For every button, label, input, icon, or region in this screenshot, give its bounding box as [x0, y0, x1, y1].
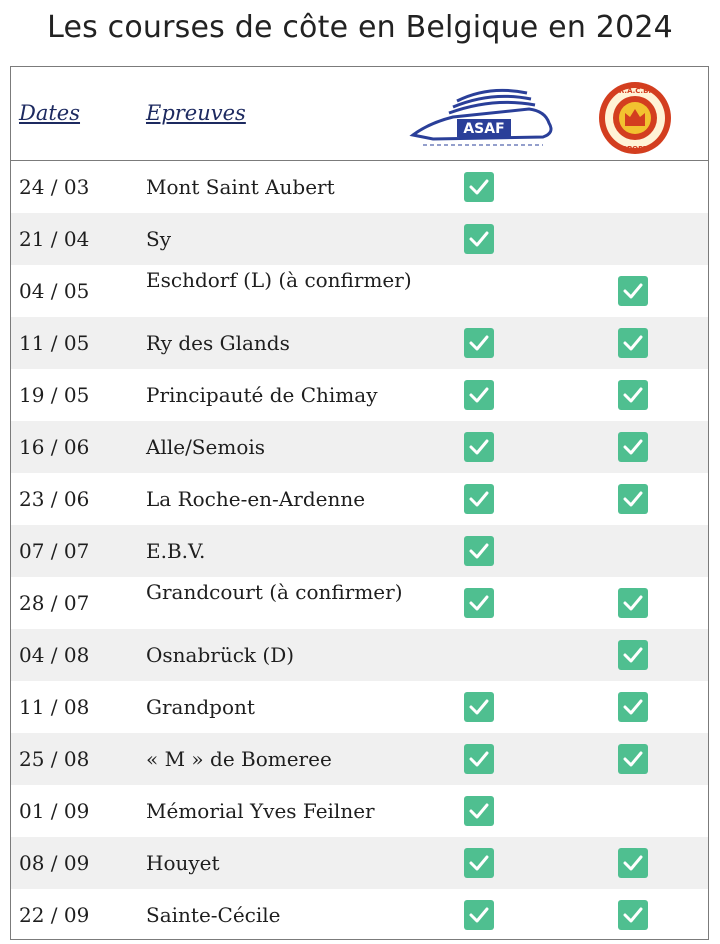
racb-sport-logo — [596, 79, 674, 157]
asaf-check-icon — [464, 744, 494, 774]
asaf-check-icon — [464, 848, 494, 878]
table-row — [11, 421, 708, 473]
asaf-check-icon — [464, 380, 494, 410]
row-event: Sainte-Cécile — [146, 903, 281, 927]
row-date: 21 / 04 — [19, 227, 90, 251]
row-event: Grandcourt (à confirmer) — [146, 580, 403, 604]
row-date: 24 / 03 — [19, 175, 90, 199]
table-row — [11, 317, 708, 369]
table-row — [11, 785, 708, 837]
racb-check-icon — [618, 848, 648, 878]
asaf-logo — [409, 79, 557, 151]
table-row — [11, 265, 708, 317]
row-date: 22 / 09 — [19, 903, 90, 927]
page-title: Les courses de côte en Belgique en 2024 — [47, 10, 673, 45]
racb-check-icon — [618, 640, 648, 670]
racb-check-icon — [618, 692, 648, 722]
table-row — [11, 369, 708, 421]
svg-text:SPORT: SPORT — [622, 145, 648, 153]
asaf-check-icon — [464, 328, 494, 358]
racb-check-icon — [618, 380, 648, 410]
table-row — [11, 473, 708, 525]
table-row — [11, 681, 708, 733]
racb-check-icon — [618, 484, 648, 514]
row-event: Sy — [146, 227, 171, 251]
asaf-check-icon — [464, 484, 494, 514]
row-event: Alle/Semois — [146, 435, 266, 459]
row-date: 08 / 09 — [19, 851, 90, 875]
racb-check-icon — [618, 588, 648, 618]
row-event: Mémorial Yves Feilner — [146, 799, 375, 823]
table-row — [11, 733, 708, 785]
table-row — [11, 213, 708, 265]
row-date: 04 / 05 — [19, 279, 90, 303]
row-date: 11 / 08 — [19, 695, 90, 719]
table-header — [11, 67, 708, 161]
row-date: 19 / 05 — [19, 383, 90, 407]
row-date: 16 / 06 — [19, 435, 90, 459]
header-dates: Dates — [19, 101, 81, 125]
svg-text:R.A.C.B.: R.A.C.B. — [618, 87, 652, 95]
row-date: 01 / 09 — [19, 799, 90, 823]
header-epreuves: Epreuves — [146, 101, 246, 125]
table-row — [11, 629, 708, 681]
row-event: E.B.V. — [146, 539, 206, 563]
row-event: Principauté de Chimay — [146, 383, 378, 407]
asaf-logo-text: ASAF — [463, 121, 505, 137]
racb-check-icon — [618, 900, 648, 930]
row-event: Mont Saint Aubert — [146, 175, 335, 199]
racb-check-icon — [618, 432, 648, 462]
row-event: La Roche-en-Ardenne — [146, 487, 366, 511]
row-date: 11 / 05 — [19, 331, 90, 355]
asaf-check-icon — [464, 588, 494, 618]
row-event: Osnabrück (D) — [146, 643, 295, 667]
row-event: Grandpont — [146, 695, 255, 719]
asaf-check-icon — [464, 536, 494, 566]
asaf-check-icon — [464, 692, 494, 722]
row-event: Houyet — [146, 851, 220, 875]
racb-check-icon — [618, 744, 648, 774]
asaf-check-icon — [464, 900, 494, 930]
row-event: « M » de Bomeree — [146, 747, 332, 771]
row-event: Ry des Glands — [146, 331, 290, 355]
table-row — [11, 525, 708, 577]
table-row — [11, 577, 708, 629]
table-body — [11, 161, 708, 941]
row-date: 04 / 08 — [19, 643, 90, 667]
row-date: 23 / 06 — [19, 487, 90, 511]
asaf-check-icon — [464, 172, 494, 202]
table-row — [11, 837, 708, 889]
table-row — [11, 161, 708, 213]
asaf-check-icon — [464, 224, 494, 254]
asaf-check-icon — [464, 432, 494, 462]
row-date: 28 / 07 — [19, 591, 90, 615]
row-date: 07 / 07 — [19, 539, 90, 563]
racb-check-icon — [618, 276, 648, 306]
row-event: Eschdorf (L) (à confirmer) — [146, 268, 412, 292]
row-date: 25 / 08 — [19, 747, 90, 771]
asaf-check-icon — [464, 796, 494, 826]
table-row — [11, 889, 708, 941]
calendar-table — [10, 66, 709, 940]
racb-check-icon — [618, 328, 648, 358]
